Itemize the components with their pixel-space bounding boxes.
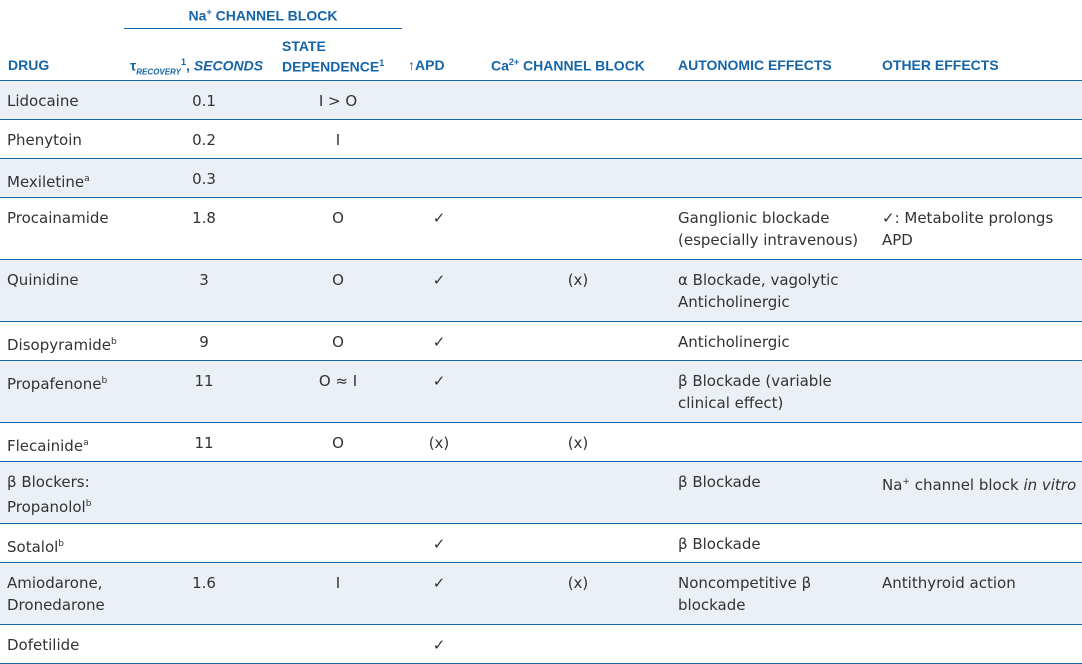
table-row bbox=[0, 159, 1082, 198]
cell-ca-channel-block: (x) bbox=[567, 434, 589, 452]
header-apd: ↑APD bbox=[408, 57, 445, 73]
cell-drug: Dofetilide bbox=[7, 636, 80, 654]
cell-state-dependence: O bbox=[332, 434, 344, 452]
table-body bbox=[0, 80, 1082, 664]
cell-state-dependence: O bbox=[332, 209, 344, 227]
table-row bbox=[0, 462, 1082, 524]
header-state-dependence: STATE DEPENDENCE$^1$ bbox=[282, 38, 385, 75]
cell-tau-recovery: 11 bbox=[194, 434, 214, 452]
cell-drug: Procainamide bbox=[7, 209, 109, 227]
cell-ca-channel-block: (x) bbox=[567, 574, 589, 592]
table-row bbox=[0, 361, 1082, 423]
table-row bbox=[0, 322, 1082, 361]
cell-tau-recovery: 0.2 bbox=[192, 131, 216, 149]
table-row bbox=[0, 423, 1082, 462]
header-tau-recovery: $\tau_{RECOVERY}^1$, SECONDS bbox=[130, 57, 264, 77]
cell-apd: ✓ bbox=[432, 574, 446, 592]
cell-other-effects: Na+ channel block in vitro bbox=[882, 476, 1077, 494]
cell-drug: Disopyramide$^b$ bbox=[7, 336, 117, 354]
cell-tau-recovery: 9 bbox=[199, 333, 209, 351]
cell-drug: Propafenone$^b$ bbox=[7, 375, 108, 393]
cell-drug: Amiodarone, Dronedarone bbox=[7, 574, 105, 614]
cell-state-dependence: O ≈ I bbox=[318, 372, 358, 390]
table-row bbox=[0, 80, 1082, 120]
cell-drug: Quinidine bbox=[7, 271, 79, 289]
cell-tau-recovery: 0.3 bbox=[192, 170, 216, 188]
cell-drug: Flecainide$^a$ bbox=[7, 437, 89, 455]
cell-autonomic-effects: β Blockade bbox=[678, 535, 761, 553]
cell-apd: ✓ bbox=[432, 636, 446, 654]
header-drug: DRUG bbox=[8, 57, 50, 73]
cell-drug: Sotalol$^b$ bbox=[7, 538, 65, 556]
cell-state-dependence: O bbox=[332, 271, 344, 289]
cell-state-dependence: I > O bbox=[318, 92, 358, 110]
cell-autonomic-effects: β Blockade bbox=[678, 473, 761, 491]
cell-drug: Mexiletine$^a$ bbox=[7, 173, 90, 191]
header-ca-channel-block: $Ca^{2+}$ CHANNEL BLOCK bbox=[491, 57, 645, 74]
cell-tau-recovery: 0.1 bbox=[192, 92, 216, 110]
cell-drug: β Blockers: Propanolol$^b$ bbox=[7, 473, 92, 516]
cell-tau-recovery: 1.8 bbox=[192, 209, 216, 227]
cell-autonomic-effects: Noncompetitive β blockade bbox=[678, 574, 812, 614]
header-na-channel-block: Na+ CHANNEL BLOCK bbox=[124, 7, 402, 29]
cell-tau-recovery: 1.6 bbox=[192, 574, 216, 592]
cell-tau-recovery: 3 bbox=[199, 271, 209, 289]
cell-apd: ✓ bbox=[432, 535, 446, 553]
cell-other-effects: ✓: Metabolite prolongs APD bbox=[882, 209, 1054, 249]
table-row bbox=[0, 198, 1082, 260]
table-row bbox=[0, 260, 1082, 322]
cell-apd: (x) bbox=[428, 434, 450, 452]
cell-apd: ✓ bbox=[432, 271, 446, 289]
cell-state-dependence: I bbox=[335, 131, 341, 149]
table-row bbox=[0, 625, 1082, 664]
cell-apd: ✓ bbox=[432, 333, 446, 351]
table-row bbox=[0, 524, 1082, 563]
cell-drug: Phenytoin bbox=[7, 131, 82, 149]
table-header bbox=[0, 0, 1082, 80]
table-row bbox=[0, 563, 1082, 625]
cell-autonomic-effects: Anticholinergic bbox=[678, 333, 790, 351]
cell-apd: ✓ bbox=[432, 372, 446, 390]
cell-other-effects: Antithyroid action bbox=[882, 574, 1016, 592]
cell-autonomic-effects: α Blockade, vagolytic Anticholinergic bbox=[678, 271, 839, 311]
cell-ca-channel-block: (x) bbox=[567, 271, 589, 289]
cell-tau-recovery: 11 bbox=[194, 372, 214, 390]
header-other-effects: OTHER EFFECTS bbox=[882, 57, 999, 73]
table-row bbox=[0, 120, 1082, 159]
cell-drug: Lidocaine bbox=[7, 92, 79, 110]
cell-autonomic-effects: Ganglionic blockade (especially intravenous) bbox=[678, 209, 859, 249]
cell-apd: ✓ bbox=[432, 209, 446, 227]
cell-state-dependence: O bbox=[332, 333, 344, 351]
cell-autonomic-effects: β Blockade (variable clinical effect) bbox=[678, 372, 832, 412]
cell-state-dependence: I bbox=[335, 574, 341, 592]
header-autonomic-effects: AUTONOMIC EFFECTS bbox=[678, 57, 832, 73]
